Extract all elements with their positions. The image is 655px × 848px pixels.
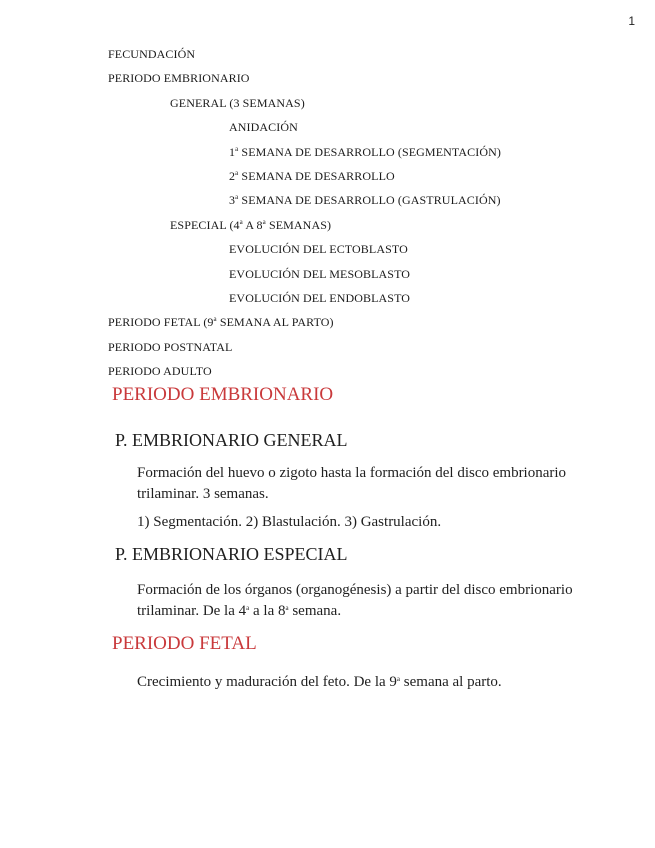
general-steps-paragraph xyxy=(137,512,577,533)
page-number: 1 xyxy=(628,14,635,28)
outline-item: GENERAL (3 SEMANAS) xyxy=(170,95,305,110)
fetal-text: Crecimiento y maduración del feto. De la 9$^a$ semana al parto. xyxy=(137,674,502,690)
subheading-general: P. EMBRIONARIO GENERAL xyxy=(115,430,348,450)
especial-paragraph xyxy=(137,580,577,622)
outline-item: 2$^a$ SEMANA DE DESARROLLO xyxy=(229,168,395,183)
outline-item: EVOLUCIÓN DEL ENDOBLASTO xyxy=(229,290,411,305)
subheading-especial: P. EMBRIONARIO ESPECIAL xyxy=(115,544,348,564)
outline-item: PERIODO ADULTO xyxy=(108,364,212,379)
outline-item: EVOLUCIÓN DEL MESOBLASTO xyxy=(229,266,411,281)
outline-item: ESPECIAL (4$^a$ A 8$^a$ SEMANAS) xyxy=(170,217,332,232)
outline-list xyxy=(108,47,628,388)
outline-item: FECUNDACIÓN xyxy=(108,47,196,61)
general-steps: 1) Segmentación. 2) Blastulación. 3) Gastrulación. xyxy=(137,514,442,530)
fetal-paragraph xyxy=(137,672,577,693)
general-text: Formación del huevo o zigoto hasta la formación del disco embrionario trilaminar. 3 semanas. xyxy=(137,465,567,502)
outline-item: PERIODO EMBRIONARIO xyxy=(108,71,250,86)
section-heading-embrionario: PERIODO EMBRIONARIO xyxy=(112,384,334,405)
general-paragraph xyxy=(137,463,577,505)
especial-text: Formación de los órganos (organogénesis) a partir del disco embrionario trilaminar. De la 4$^a$ a la 8$^a$ semana. xyxy=(137,582,573,619)
outline-item: 3$^a$ SEMANA DE DESARROLLO (GASTRULACIÓN) xyxy=(229,193,501,208)
section-heading-fetal: PERIODO FETAL xyxy=(112,633,257,654)
outline-item: PERIODO POSTNATAL xyxy=(108,339,233,354)
outline-item: 1$^a$ SEMANA DE DESARROLLO (SEGMENTACIÓN) xyxy=(229,144,501,159)
outline-item: PERIODO FETAL (9$^a$ SEMANA AL PARTO) xyxy=(108,315,334,330)
outline-item: ANIDACIÓN xyxy=(229,120,298,135)
outline-item: EVOLUCIÓN DEL ECTOBLASTO xyxy=(229,242,408,257)
